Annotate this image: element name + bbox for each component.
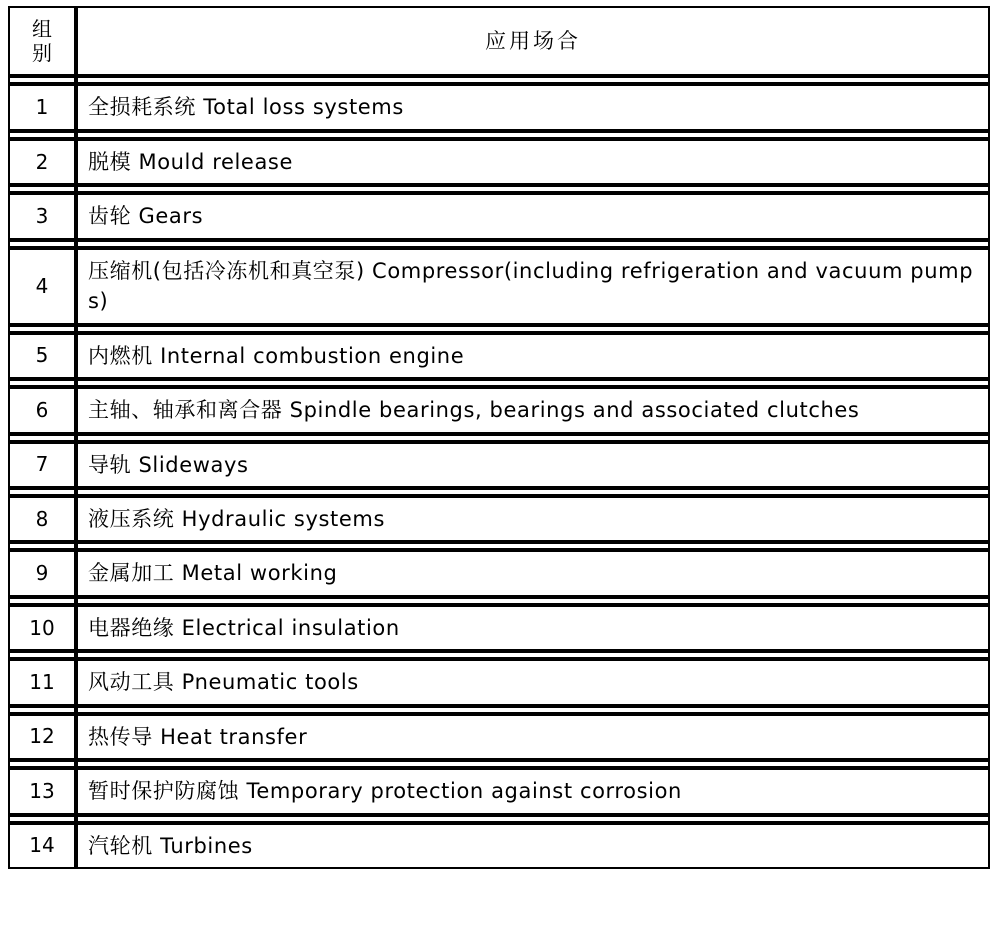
table-row	[8, 605, 990, 651]
cell-scene: 热传导 Heat transfer	[76, 714, 990, 760]
row-spacer	[8, 488, 990, 496]
cell-group: 12	[8, 714, 76, 760]
table-row	[8, 139, 990, 185]
table-row	[8, 714, 990, 760]
cell-group: 10	[8, 605, 76, 651]
cell-scene: 液压系统 Hydraulic systems	[76, 496, 990, 542]
table-row	[8, 823, 990, 869]
row-spacer	[8, 760, 990, 768]
header-group-line1: 组	[32, 17, 52, 42]
row-spacer	[8, 434, 990, 442]
row-spacer	[8, 240, 990, 248]
cell-scene: 导轨 Slideways	[76, 442, 990, 488]
row-spacer	[8, 597, 990, 605]
table-row	[8, 248, 990, 325]
header-group-line2: 别	[32, 41, 52, 66]
cell-group: 7	[8, 442, 76, 488]
header-cell-group	[8, 6, 76, 76]
cell-scene: 齿轮 Gears	[76, 193, 990, 239]
table-row	[8, 768, 990, 814]
cell-scene: 暂时保护防腐蚀 Temporary protection against corrosion	[76, 768, 990, 814]
cell-group: 1	[8, 84, 76, 130]
table-row	[8, 550, 990, 596]
row-spacer	[8, 185, 990, 193]
table-row	[8, 84, 990, 130]
table-header-row	[8, 6, 990, 76]
table-row	[8, 333, 990, 379]
cell-scene: 风动工具 Pneumatic tools	[76, 659, 990, 705]
cell-group: 14	[8, 823, 76, 869]
table-row	[8, 442, 990, 488]
cell-group: 6	[8, 387, 76, 433]
application-scenarios-table	[8, 6, 990, 869]
row-spacer	[8, 131, 990, 139]
cell-scene: 金属加工 Metal working	[76, 550, 990, 596]
cell-group: 5	[8, 333, 76, 379]
table-row	[8, 193, 990, 239]
cell-scene: 全损耗系统 Total loss systems	[76, 84, 990, 130]
cell-group: 13	[8, 768, 76, 814]
cell-scene: 压缩机(包括冷冻机和真空泵) Compressor(including refrigeration and vacuum pumps)	[76, 248, 990, 325]
cell-group: 2	[8, 139, 76, 185]
cell-group: 9	[8, 550, 76, 596]
cell-group: 8	[8, 496, 76, 542]
cell-scene: 内燃机 Internal combustion engine	[76, 333, 990, 379]
row-spacer	[8, 379, 990, 387]
cell-scene: 主轴、轴承和离合器 Spindle bearings, bearings and associated clutches	[76, 387, 990, 433]
table-row	[8, 387, 990, 433]
table-body	[8, 6, 990, 869]
cell-group: 3	[8, 193, 76, 239]
header-cell-scene: 应用场合	[76, 6, 990, 76]
cell-scene: 脱模 Mould release	[76, 139, 990, 185]
cell-group: 4	[8, 248, 76, 325]
cell-group: 11	[8, 659, 76, 705]
row-spacer	[8, 651, 990, 659]
row-spacer	[8, 76, 990, 84]
row-spacer	[8, 815, 990, 823]
cell-scene: 电器绝缘 Electrical insulation	[76, 605, 990, 651]
row-spacer	[8, 325, 990, 333]
row-spacer	[8, 706, 990, 714]
table-row	[8, 659, 990, 705]
cell-scene: 汽轮机 Turbines	[76, 823, 990, 869]
row-spacer	[8, 542, 990, 550]
document-page	[0, 6, 1004, 926]
table-row	[8, 496, 990, 542]
